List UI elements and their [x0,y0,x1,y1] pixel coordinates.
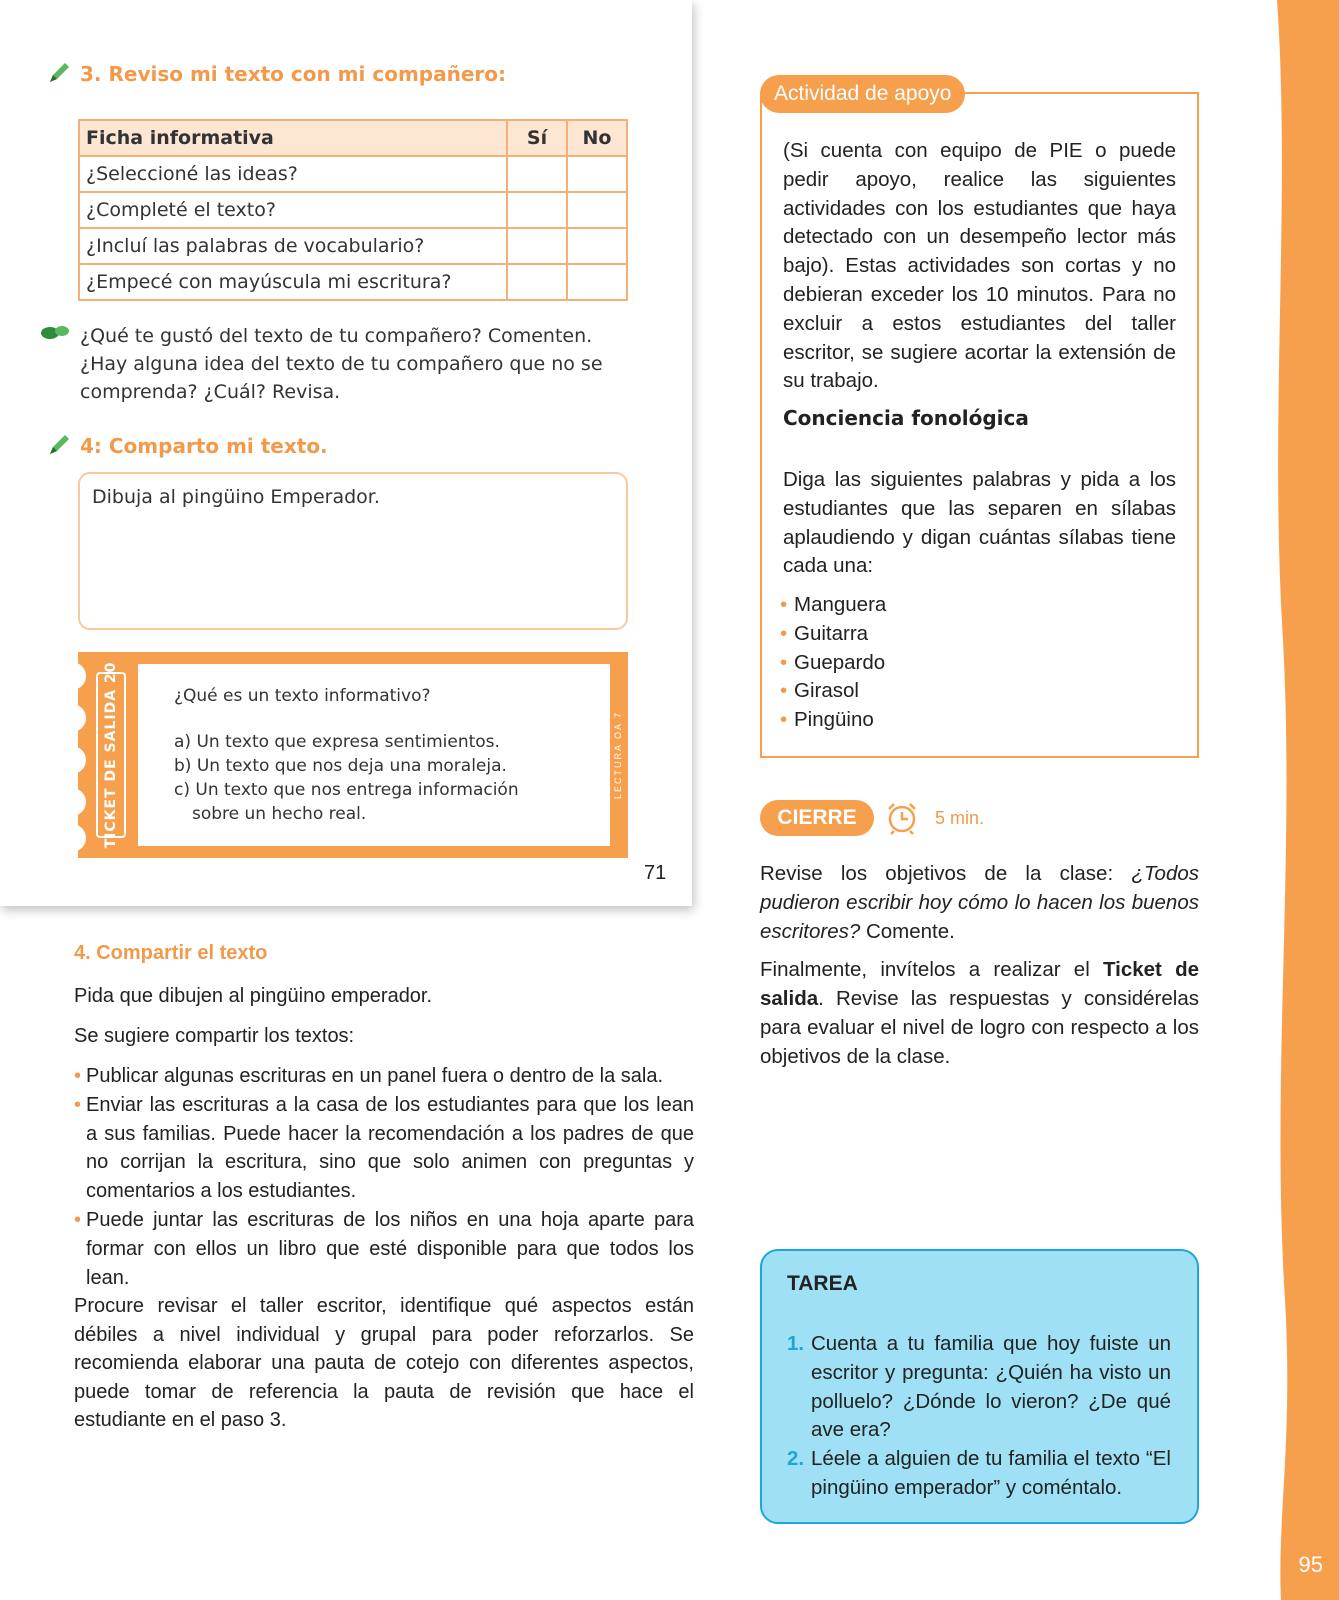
row-label: ¿Completé el texto? [79,192,507,228]
student-book-page [0,0,692,906]
list-item: • Girasol [780,677,886,706]
orange-page-edge [1269,0,1339,1600]
check-cell[interactable] [507,156,567,192]
table-header-row [79,120,627,156]
drawing-box[interactable] [78,472,628,630]
row-label: ¿Incluí las palabras de vocabulario? [79,228,507,264]
closing-badge: CIERRE [760,800,874,836]
ticket-side-label: TICKET DE SALIDA 20 [96,672,126,838]
share-suggestions-list [74,1062,694,1292]
list-item: • Puede juntar las escrituras de los niños en una hoja aparte para formar con ellos un libro que esté disponible para que todos los lean. [74,1206,694,1292]
ticket-option[interactable]: a) Un texto que expresa sentimientos. [174,732,500,752]
word-list [780,591,886,735]
check-cell[interactable] [507,264,567,300]
check-cell[interactable] [567,228,627,264]
exit-ticket [78,652,628,858]
comment-line: ¿Qué te gustó del texto de tu compañero? Comenten. [80,325,593,347]
closing-text: Revise los objetivos de la clase: ¿Todos pudieron escribir hoy cómo lo hacen los buenos escritores? Comente. Finalmente, invítelos a realizar el Ticket de salida. Revise las respuestas y considérelas para evaluar el nivel de logro con respecto a los objetivos de la clase. [760,862,1200,1068]
comment-line: ¿Hay alguna idea del texto de tu compañero que no se [80,353,603,375]
comment-line: comprenda? ¿Cuál? Revisa. [80,381,341,403]
list-item: • Guitarra [780,620,886,649]
homework-title: TAREA [787,1272,858,1295]
ticket-content [138,664,610,846]
ficha-table [78,119,628,301]
list-item: 1. Cuenta a tu familia que hoy fuiste un escritor y pregunta: ¿Quién ha visto un polluelo? ¿Dónde lo vieron? ¿De qué ave era? [787,1332,1171,1442]
support-subtitle: Conciencia fonológica [783,406,1029,430]
table-header: Ficha informativa [79,120,507,156]
step4-title: 4: Comparto mi texto. [80,434,328,458]
check-cell[interactable] [567,264,627,300]
ticket-option[interactable]: b) Un texto que nos deja una moraleja. [174,756,507,776]
pencil-icon [46,60,72,86]
homework-list [787,1330,1171,1503]
list-item: • Pingüino [780,706,886,735]
list-item: • Enviar las escrituras a la casa de los estudiantes para que los lean a sus familias. Puede hacer la recomendación a los padres de que no corrijan la escritura, sino que solo animen con preguntas y comentarios a los estudiantes. [74,1091,694,1206]
list-item: 2. Léele a alguien de tu familia el texto “El pingüino emperador” y coméntalo. [787,1447,1171,1499]
table-header: Sí [507,120,567,156]
check-cell[interactable] [507,192,567,228]
support-intro: (Si cuenta con equipo de PIE o puede pedir apoyo, realice las siguientes actividades con los estudiantes que haya detectado con un desempeño lector más bajo). Estas actividades son cortas y no debieran exceder los 10 minutos. Para no excluir a estos estudiantes del taller escritor, se sugiere acortar la extensión de su trabajo. [783,139,1176,393]
ticket-option[interactable]: c) Un texto que nos entrega información [174,780,519,800]
table-row [79,156,627,192]
check-cell[interactable] [567,156,627,192]
speech-bubbles-icon [40,325,70,341]
row-label: ¿Empecé con mayúscula mi escritura? [79,264,507,300]
comment-prompt [80,322,640,406]
list-item: • Manguera [780,591,886,620]
ticket-option-continued: sobre un hecho real. [192,804,367,824]
ticket-right-label: LECTURA OA 7 [613,710,623,800]
list-item: • Publicar algunas escrituras en un panel fuera o dentro de la sala. [74,1062,694,1091]
table-row [79,192,627,228]
table-header: No [567,120,627,156]
check-cell[interactable] [567,192,627,228]
table-row [79,228,627,264]
book-page-number: 71 [644,862,667,884]
draw-prompt: Dibuja al pingüino Emperador. [92,486,380,508]
list-item: • Guepardo [780,649,886,678]
row-label: ¿Seleccioné las ideas? [79,156,507,192]
page-number: 95 [1298,1552,1323,1577]
support-activity-tab: Actividad de apoyo [760,75,965,113]
alarm-clock-icon [884,800,920,836]
pencil-icon [46,432,72,458]
table-row [79,264,627,300]
support-instructions: Diga las siguientes palabras y pida a los estudiantes que las separen en sílabas aplaudiendo y digan cuántas sílabas tiene cada una: [783,468,1176,578]
section-heading: 4. Compartir el texto [74,942,268,964]
guide-paragraph: Pida que dibujen al pingüino emperador. [74,985,433,1007]
ticket-question: ¿Qué es un texto informativo? [174,686,431,706]
guide-paragraph: Se sugiere compartir los textos: [74,1025,355,1047]
step3-title: 3. Reviso mi texto con mi compañero: [80,62,506,86]
closing-time: 5 min. [935,808,985,828]
check-cell[interactable] [507,228,567,264]
guide-paragraph: Procure revisar el taller escritor, identifique qué aspectos están débiles a nivel individual y grupal para poder reforzarlos. Se recomienda elaborar una pauta de cotejo con diferentes aspectos, puede tomar de referencia la pauta de revisión que hace el estudiante en el paso 3. [74,1295,694,1431]
